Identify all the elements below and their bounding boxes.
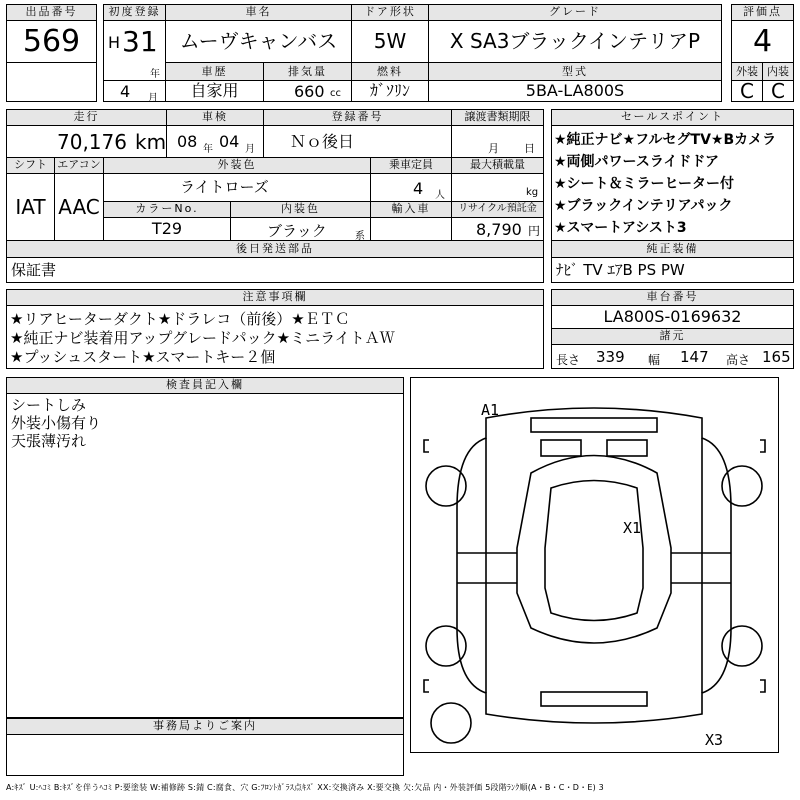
reg-month: 4 bbox=[120, 82, 131, 101]
inspection-label: 車検 bbox=[166, 109, 264, 126]
model-label: 型式 bbox=[428, 62, 722, 81]
notes-item: ★純正ナビ装着用アップグレードパック★ミニライトＡＷ bbox=[10, 329, 395, 347]
recycle-cell bbox=[451, 217, 544, 241]
ac-label: エアコン bbox=[54, 157, 104, 174]
wheel-front-right bbox=[722, 466, 762, 506]
import-blank bbox=[370, 217, 452, 241]
plate-label: 登録番号 bbox=[263, 109, 452, 126]
seats-label: 乗車定員 bbox=[370, 157, 452, 174]
grille-right bbox=[607, 440, 647, 456]
deadline-cell bbox=[451, 125, 544, 158]
grille-left bbox=[541, 440, 581, 456]
plate: Ｎｏ後日 bbox=[263, 125, 452, 158]
seats: 4 bbox=[413, 179, 424, 198]
lot-label: 出品番号 bbox=[6, 4, 97, 21]
office-value bbox=[6, 734, 404, 776]
mark-a1: A1 bbox=[481, 401, 500, 419]
displacement-label: 排気量 bbox=[263, 62, 352, 81]
later-label: 後日発送部品 bbox=[6, 240, 544, 258]
wheel-rear-left bbox=[426, 626, 466, 666]
ext-label: 外装 bbox=[731, 62, 763, 81]
length-label: 長さ bbox=[556, 353, 581, 367]
score-label: 評価点 bbox=[731, 4, 794, 21]
inspector-label: 検査員記入欄 bbox=[6, 377, 404, 394]
reg-year-unit: 年 bbox=[150, 69, 160, 80]
inspector-item: 外装小傷有り bbox=[11, 414, 102, 432]
mileage-cell bbox=[6, 125, 167, 158]
equipment-value: ﾅﾋﾞ TV ｴｱB PS PW bbox=[551, 257, 794, 283]
load-label: 最大積載量 bbox=[451, 157, 544, 174]
fuel-label: 燃料 bbox=[351, 62, 429, 81]
displacement-cell bbox=[263, 80, 352, 102]
color: ライトローズ bbox=[103, 173, 371, 202]
shift-label: シフト bbox=[6, 157, 55, 174]
import-label: 輸入車 bbox=[370, 201, 452, 218]
int-color-label: 内装色 bbox=[230, 201, 371, 218]
notes-list bbox=[6, 305, 544, 369]
inspection-month: 04 bbox=[219, 132, 240, 151]
reg-label: 初度登録 bbox=[103, 4, 166, 21]
width-label: 幅 bbox=[648, 353, 661, 367]
grade: X SA3ブラックインテリアP bbox=[428, 20, 722, 63]
inspection-year-unit: 年 bbox=[203, 144, 213, 155]
history: 自家用 bbox=[165, 80, 264, 102]
sales-item: ★スマートアシスト3 bbox=[554, 220, 687, 236]
chassis-label: 車台番号 bbox=[551, 289, 794, 306]
sales-label: セールスポイント bbox=[551, 109, 794, 126]
sales-item: ★純正ナビ★フルセグTV★Bカメラ bbox=[554, 132, 777, 148]
notes-item: ★プッシュスタート★スマートキー２個 bbox=[10, 348, 276, 366]
reg-month-cell bbox=[103, 80, 166, 102]
spare-wheel bbox=[431, 703, 471, 743]
notes-item: ★リアヒーターダクト★ドラレコ（前後）★ＥＴＣ bbox=[10, 310, 350, 328]
roof-panel bbox=[545, 481, 643, 621]
model: 5BA-LA800S bbox=[428, 80, 722, 102]
later-value: 保証書 bbox=[6, 257, 544, 283]
lot-number: 569 bbox=[6, 20, 97, 63]
inspection-month-unit: 月 bbox=[245, 144, 255, 155]
color-label: 外装色 bbox=[103, 157, 371, 174]
car-diagram-svg bbox=[411, 378, 778, 752]
int-color-cell bbox=[230, 217, 371, 241]
door-label: ドア形状 bbox=[351, 4, 429, 21]
hood-roof bbox=[517, 456, 671, 644]
specs-label: 諸元 bbox=[551, 328, 794, 345]
mileage: 70,176 bbox=[57, 130, 127, 154]
lot-blank bbox=[6, 62, 97, 102]
inspector-item: 天張薄汚れ bbox=[11, 432, 87, 450]
displacement-unit: cc bbox=[330, 88, 341, 99]
history-label: 車歴 bbox=[165, 62, 264, 81]
displacement: 660 bbox=[294, 82, 325, 101]
score: 4 bbox=[731, 20, 794, 63]
recycle-label: リサイクル預託金 bbox=[451, 201, 544, 218]
mark-x3: X3 bbox=[705, 731, 724, 749]
recycle: 8,790 bbox=[476, 220, 522, 239]
reg-year: 31 bbox=[122, 25, 158, 58]
int-grade: C bbox=[762, 80, 794, 102]
grade-label: グレード bbox=[428, 4, 722, 21]
seats-unit: 人 bbox=[435, 190, 445, 201]
int-color: ブラック bbox=[267, 222, 327, 240]
office-label: 事務局よりご案内 bbox=[6, 718, 404, 735]
door-type: 5W bbox=[351, 20, 429, 63]
seats-cell bbox=[370, 173, 452, 202]
front-bumper bbox=[531, 418, 657, 432]
deadline-month: 月 bbox=[488, 142, 499, 155]
chassis-number: LA800S-0169632 bbox=[551, 305, 794, 329]
sales-item: ★ブラックインテリアパック bbox=[554, 198, 733, 214]
length: 339 bbox=[596, 348, 625, 366]
ac: AAC bbox=[54, 173, 104, 241]
specs-cell bbox=[551, 344, 794, 369]
recycle-unit: 円 bbox=[528, 224, 541, 238]
mileage-label: 走行 bbox=[6, 109, 167, 126]
fuel: ｶﾞｿﾘﾝ bbox=[351, 80, 429, 102]
color-no-label: カラーNo. bbox=[103, 201, 231, 218]
width: 147 bbox=[680, 348, 709, 366]
name-label: 車名 bbox=[165, 4, 352, 21]
reg-date bbox=[103, 20, 166, 81]
wheel-front-left bbox=[426, 466, 466, 506]
int-label: 内装 bbox=[762, 62, 794, 81]
shift: IAT bbox=[6, 173, 55, 241]
rear-bumper bbox=[541, 692, 647, 706]
height-label: 高さ bbox=[726, 353, 751, 367]
deadline-day: 日 bbox=[524, 142, 535, 155]
load-cell bbox=[451, 173, 544, 202]
height: 165 bbox=[762, 348, 791, 366]
mark-x1: X1 bbox=[623, 519, 642, 537]
inspection-year: 08 bbox=[177, 132, 198, 151]
int-color-suffix: 系 bbox=[355, 231, 365, 241]
load-unit: kg bbox=[526, 187, 539, 198]
notes-label: 注意事項欄 bbox=[6, 289, 544, 306]
wheel-rear-right bbox=[722, 626, 762, 666]
reg-era: H bbox=[108, 33, 121, 52]
sales-item: ★両側パワースライドドア bbox=[554, 154, 720, 170]
ext-grade: C bbox=[731, 80, 763, 102]
inspector-notes bbox=[6, 393, 404, 718]
inspection-cell bbox=[166, 125, 264, 158]
deadline-label: 譲渡書類期限 bbox=[451, 109, 544, 126]
car-name: ムーヴキャンバス bbox=[165, 20, 352, 63]
color-no: T29 bbox=[103, 217, 231, 241]
inspector-item: シートしみ bbox=[11, 396, 87, 414]
mileage-unit: km bbox=[135, 130, 167, 154]
sales-item: ★シート＆ミラーヒーター付 bbox=[554, 176, 734, 192]
reg-month-unit: 月 bbox=[148, 93, 158, 102]
equipment-label: 純正装備 bbox=[551, 240, 794, 258]
sales-list bbox=[551, 125, 794, 241]
car-diagram bbox=[410, 377, 779, 753]
legend: A:ｷｽﾞ U:ﾍｺﾐ B:ｷｽﾞを伴うﾍｺﾐ P:要塗装 W:補修跡 S:錆 C:腐食、穴 G:ﾌﾛﾝﾄｶﾞﾗｽ点ｷｽﾞ XX:交換済み X:要交換 欠:欠品 内・外装評価 5段階ﾗﾝｸ順(A・B・C・D・E) 3 bbox=[6, 783, 604, 792]
